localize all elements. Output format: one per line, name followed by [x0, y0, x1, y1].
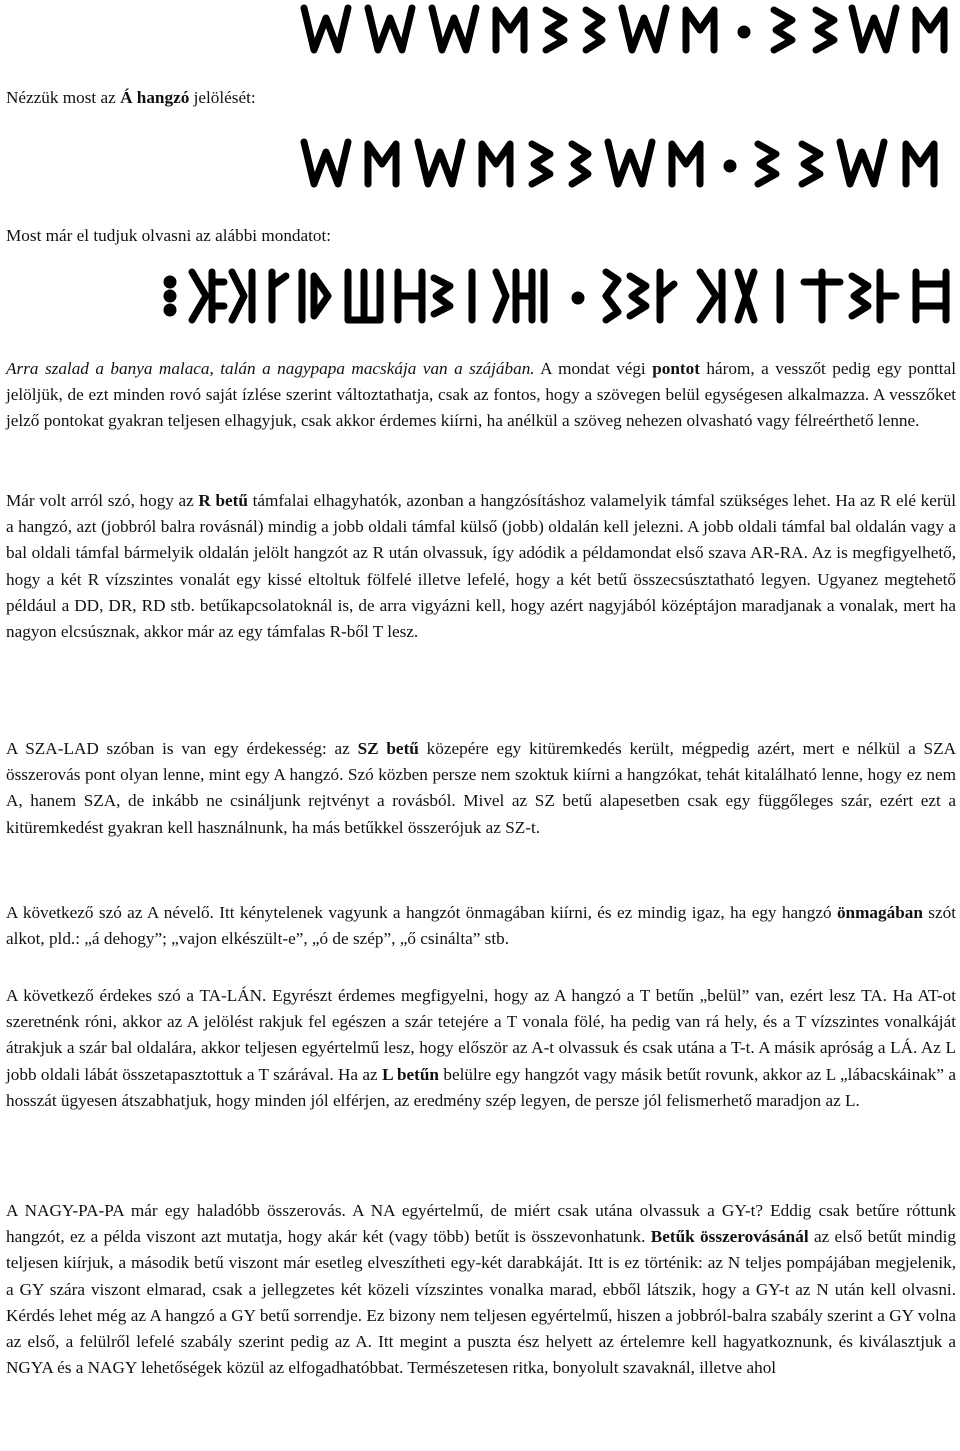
p3-text-a: A SZA-LAD szóban is van egy érdekesség: az [6, 739, 358, 758]
runic-example-1 [296, 0, 960, 58]
runic-example-2 [296, 132, 960, 192]
p5-text-b: belülre egy hangzót vagy másik betűt rovunk, akkor az L „lábacskáinak” a hosszát ügyesen átszabhatjuk, hogy minden jól elférjen, az eredmény szép legyen, de persze jól felismerhető maradjon az L. [6, 1064, 957, 1110]
intro-line [6, 88, 256, 108]
p5-text-a: A következő érdekes szó a TA-LÁN. Egyrészt érdemes megfigyelni, hogy az A hangzó a T betűn „belül” van, ezért lesz TA. Ha AT-ot szeretnénk róni, akkor az A jelölést rakjuk fel egészen a szár tetejére a T vonala fölé, ha pedig van rá hely, és a T vízszintes vonalkáját átrakjuk a szár bal oldalára, akkor teljesen egyértelmű lesz, hogy először az A-t olvassuk és csak utána a T-t. A másik apróság a LÁ. Az L jobb oldali lábát összetapasztottuk a T szárával. Ha az [6, 986, 956, 1084]
p4-bold: önmagában [836, 903, 923, 922]
paragraph-2 [6, 488, 956, 645]
p1-text-a: A mondat végi [534, 359, 653, 378]
read-line: Most már el tudjuk olvasni az alábbi mondatot: [6, 226, 332, 245]
paragraph-1 [6, 356, 956, 435]
example-sentence: Arra szalad a banya malaca, talán a nagypapa macskája van a szájában. [6, 359, 535, 378]
paragraph-5 [6, 983, 956, 1114]
p6-text-a: A NAGY-PA-PA már egy haladóbb összerovás. A NA egyértelmű, de miért csak utána olvassuk a GY-t? Eddig csak betűre róttunk hangzót, ez a példa viszont azt mutatja, hogy akár két (vagy több) betűt is összevonhatunk. [6, 1201, 956, 1247]
intro-text: Nézzük most az [6, 88, 121, 107]
p1-text-b: három, a vesszőt pedig egy ponttal jelöljük, de ezt minden rovó saját ízlése szerint változtathatja, csak az fontos, hogy a szövegen belül egységesen alkalmazza. A vesszőket jelző pontokat gyakran teljesen elhagyjuk, csak akkor érdemes kiírni, ha anélkül a szöveg nehezen olvasható vagy félreérthető lenne. [6, 359, 956, 431]
p1-bold: pontot [652, 359, 700, 378]
p2-bold: R betű [198, 491, 248, 510]
p4-text-a: A következő szó az A névelő. Itt kénytelenek vagyunk a hangzót önmagában kiírni, és ez mindig igaz, ha egy hangzó [6, 903, 837, 922]
paragraph-4 [6, 900, 956, 952]
intro-bold: Á hangzó [120, 88, 190, 107]
intro-text-end: jelölését: [189, 88, 256, 107]
p3-bold: SZ betű [357, 739, 419, 758]
p6-bold: Betűk összerovásánál [650, 1227, 809, 1247]
p2-text-b: támfalai elhagyhatók, azonban a hangzósításhoz valamelyik támfal szükséges lehet. Ha az R elé kerül a hangzó, azt (jobbról balra rovásnál) mindig a jobb oldali támfal külső (jobb) oldalán kell jelezni. A jobb oldali támfal bal oldalán vagy a bal oldali támfal bármelyik oldalán jelölt hangzót az R után olvassuk, így adódik a példamondat első szava AR-RA. Az is megfigyelhető, hogy a két R vízszintes vonalát egy kissé eltoltuk fölfelé illetve lefelé, hogy a két betű összecsúsztatható legyen. Ugyanez megtehető például a DD, DR, RD stb. betűkapcsolatoknál is, de arra vigyázni kell, hogy azért nagyjából középtájon maradjanak a vonalak, mert ha nagyon elcsúsznak, akkor már az egy támfalas R-ből T lesz. [6, 491, 956, 642]
p3-text-b: közepére egy kitüremkedés került, mégpedig azért, mert e nélkül a SZA összerovás pont olyan lenne, mint egy A hangzó. Szó közben persze nem szoktuk kiírni a hangzókat, tehát kitalálható lenne, hogy ez nem A, hanem SZA, de inkább ne csináljunk rejtvényt a rovásból. Mivel az SZ betű alapesetben csak egy függőleges szár, ezért ezt a kitüremkedést gyakran kell használnunk, ha más betűkkel összerójuk az SZ-t. [6, 739, 957, 837]
p5-bold: L betűn [382, 1064, 439, 1084]
p2-text-a: Már volt arról szó, hogy az [6, 491, 199, 510]
runic-example-sentence [160, 262, 960, 328]
p6-text-b: az első betűt mindig teljesen kiírjuk, a második betű viszont már esetleg elveszítheti egy-két darabkáját. Itt is ez történik: az N teljes pompájában megjelenik, a GY szára viszont elmarad, csak a jellegzetes két közeli vízszintes vonalka marad, ebből látszik, hogy a GY-t az N után kell olvasni. Kérdés lehet még az A hangzó a GY betű sorrendje. Ez bizony nem teljesen egyértelmű, hiszen a jobbról-balra szabály szerint a GY volna az első, a felülről lefelé szabály szerint pedig az A. Itt megint a puszta ész helyett az értelemre kell hagyatkoznunk, és kiválasztjuk a NGYA és a NAGY lehetőségek közül az elfogadhatóbbat. Természetesen ritka, bonyolult szavaknál, illetve ahol [6, 1227, 956, 1378]
paragraph-6 [6, 1198, 956, 1381]
paragraph-3 [6, 736, 956, 841]
p4-text-b: szót alkot, pld.: „á dehogy”; „vajon elkészült-e”, „ó de szép”, „ő csinálta” stb. [6, 903, 956, 949]
